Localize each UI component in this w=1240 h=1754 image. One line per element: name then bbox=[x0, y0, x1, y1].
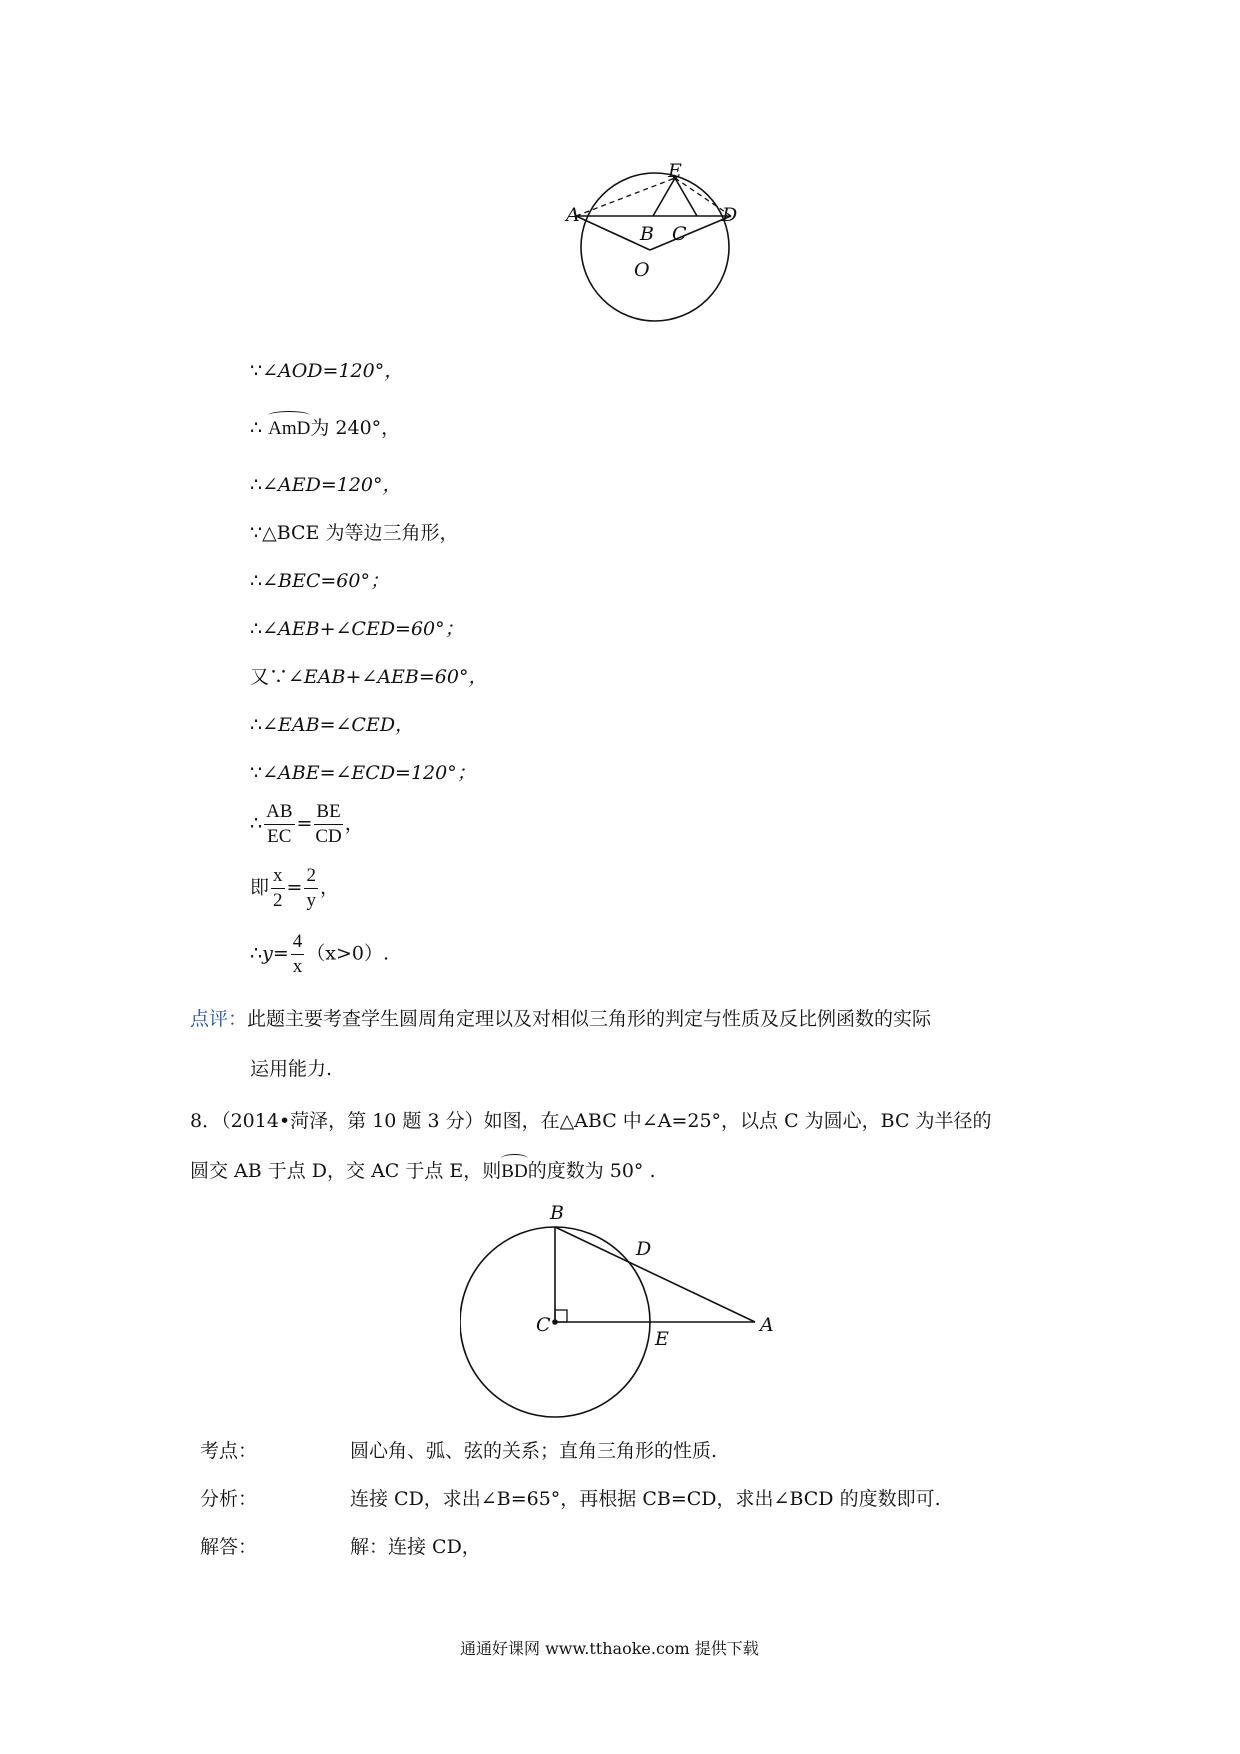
figure1-label-a: A bbox=[566, 204, 580, 226]
figure1-label-e: E bbox=[668, 160, 682, 182]
figure2-label-b: B bbox=[550, 1202, 564, 1224]
ji-line: 即 $\frac{x}{2}$ = $\frac{2}{y}$ ， bbox=[250, 865, 339, 911]
proof-line-6: ∴∠AEB+∠CED=60°； bbox=[250, 618, 464, 640]
ratio-line: ∴ $\frac{AB}{EC}$ = $\frac{BE}{CD}$ ， bbox=[250, 801, 364, 847]
figure2-label-c: C bbox=[536, 1314, 551, 1336]
fraction-x-2: $\frac{x}{2}$ bbox=[273, 865, 283, 911]
fraction-2-y: $\frac{2}{y}$ bbox=[306, 865, 316, 911]
analysis-label-2: 分析： bbox=[200, 1488, 258, 1510]
proof-line-1: ∵∠AOD=120°， bbox=[250, 360, 404, 382]
comment-line-2: 运用能力. bbox=[250, 1058, 333, 1080]
analysis-label-3: 解答： bbox=[200, 1536, 258, 1558]
fraction-ab-ec: $\frac{AB}{EC}$ bbox=[266, 801, 293, 847]
analysis-text-3: 解：连接 CD， bbox=[350, 1536, 481, 1558]
proof-line-4: ∵△BCE 为等边三角形， bbox=[250, 522, 459, 544]
figure1-label-o: O bbox=[634, 259, 650, 281]
analysis-text-2: 连接 CD，求出∠B=65°，再根据 CB=CD，求出∠BCD 的度数即可. bbox=[350, 1488, 941, 1510]
analysis-label-1: 考点： bbox=[200, 1440, 258, 1462]
page-footer: 通通好课网 www.tthaoke.com 提供下载 bbox=[460, 1639, 759, 1658]
proof-line-9: ∵∠ABE=∠ECD=120°； bbox=[250, 762, 476, 784]
proof-line-7: 又∵∠EAB+∠AEB=60°， bbox=[250, 666, 488, 688]
proof-line-8: ∴∠EAB=∠CED， bbox=[250, 714, 415, 736]
figure2-label-d: D bbox=[636, 1238, 652, 1260]
comment-label: 点评： bbox=[190, 1008, 248, 1030]
question8-line-2: 圆交 AB 于点 D，交 AC 于点 E，则BD的度数为 50° . bbox=[190, 1158, 656, 1185]
arc-bd: BD bbox=[501, 1159, 527, 1185]
fraction-4-x: $\frac{4}{x}$ bbox=[292, 931, 303, 977]
figure-circle-aod bbox=[560, 150, 750, 340]
fraction-be-cd: $\frac{BE}{CD}$ bbox=[315, 801, 342, 847]
figure2-label-e: E bbox=[655, 1328, 669, 1350]
question8-line-1: 8．（2014•菏泽，第 10 题 3 分）如图，在△ABC 中∠A=25°，以点 C 为圆心，BC 为半径的 bbox=[190, 1110, 992, 1132]
proof-line-2: ∴ AmD为 240°， bbox=[250, 415, 400, 442]
arc-amd: AmD bbox=[268, 416, 310, 442]
figure1-label-b: B bbox=[640, 223, 654, 245]
proof-line-3: ∴∠AED=120°， bbox=[250, 474, 402, 496]
figure1-label-c: C bbox=[672, 223, 687, 245]
figure-circle-abc bbox=[460, 1218, 780, 1418]
figure1-label-d: D bbox=[722, 204, 738, 226]
proof-line-5: ∴∠BEC=60°； bbox=[250, 570, 389, 592]
figure2-label-a: A bbox=[760, 1314, 774, 1336]
analysis-text-1: 圆心角、弧、弦的关系；直角三角形的性质. bbox=[350, 1440, 718, 1462]
comment-line-1: 点评：此题主要考查学生圆周角定理以及对相似三角形的判定与性质及反比例函数的实际 bbox=[190, 1008, 932, 1030]
result-line: ∴y= $\frac{4}{x}$ （x>0）. bbox=[250, 931, 390, 977]
